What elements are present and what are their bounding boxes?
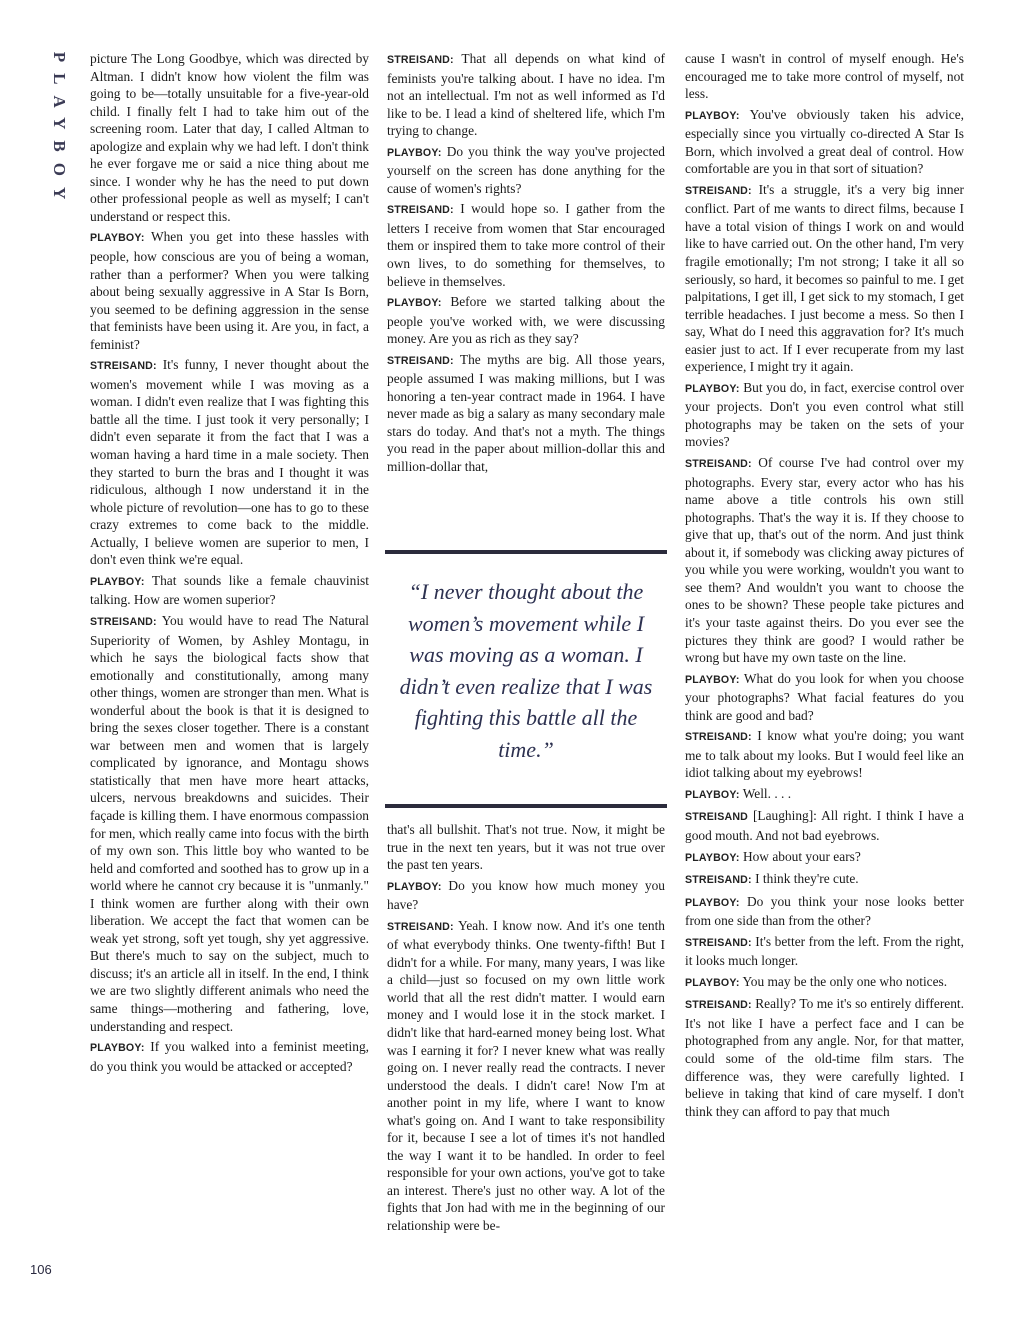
paragraph-text: It's a struggle, it's a very big inner conflict. Part of me wants to direct films, because I have a total vision of things I work on and would like to have carried out. On the other hand, I'm very fragile emotionally; I'm not strong; I take it all so seriously, so hard, it becomes so painful to me. I get palpitations, I get ill, I get sick to my stomach, I get terrible headaches. I just become a mess. So then I say, What do I need this aggravation for? It's much easier just to act. If I ever recuperate from my last experience, I might try it again. [685,181,964,375]
speaker-label: PLAYBOY: [685,896,740,909]
masthead [44,46,74,216]
speaker-label: PLAYBOY: [685,788,740,801]
paragraph-text: Really? To me it's so entirely different. It's not like I have a perfect face and I can be photographed from any angle. Nor, for that matter, could some of the old-time film stars. The difference was, they were carefully lighted. I believe in taking that kind of care myself. I don't think they can afford to pay that much [685,996,964,1119]
page-number: 106 [30,1262,52,1277]
column-3 [685,50,964,1123]
paragraph [387,351,665,476]
speaker-label: PLAYBOY: [387,297,442,310]
paragraph-text: I would hope so. I gather from the letters I receive from women that Star encouraged them or inspired them to take more control of their own lives, to do something for themselves, to believe in themselves. [387,201,665,289]
paragraph-text: [Laughing]: All right. I think I have a good mouth. And not bad eyebrows. [685,808,964,843]
speaker-label: STREISAND: [685,731,752,744]
column-2-top [387,50,665,479]
paragraph [90,356,369,569]
paragraph-text: cause I wasn't in control of myself enough. He's encouraged me to take more control of myself, not less. [685,51,964,102]
paragraph-text: It's better from the left. From the right, it looks much longer. [685,933,964,969]
paragraph [90,228,369,353]
paragraph-text: I think they're cute. [755,871,859,887]
pull-quote-text: “I never thought about the women’s movement while I was moving as a woman. I didn’t even realize that I was fighting this battle all the time.” [399,579,653,762]
column-1 [90,50,369,1078]
pull-quote-bottom-rule [385,804,667,808]
paragraph [685,785,964,805]
paragraph [685,870,964,890]
paragraph-text: I know what you're doing; you want me to talk about my looks. But I would feel like an idiot talking about my eyebrows! [685,728,964,781]
paragraph-text: Of course I've had control over my photographs. Every star, every actor who has his name above a title controls his own still photographs. That's the way it is. If they choose to give that up, that's out of the norm. And just think about it, if somebody was clicking away pictures of you while you were working, wouldn't you want to see them? And wouldn't you want to choose the ones to be shown? These people take pictures and it's your taste against theirs. Do you ever see the pictures they think are good? I would rather be wrong but have my own taste on the line. [685,455,964,666]
paragraph-text: If you walked into a feminist meeting, do you think you would be attacked or accepted? [90,1039,369,1074]
speaker-label: STREISAND: [685,458,752,471]
paragraph [685,848,964,868]
speaker-label: PLAYBOY: [90,575,145,588]
paragraph [387,200,665,290]
paragraph [387,50,665,140]
paragraph [685,995,964,1120]
paragraph [387,143,665,198]
paragraph [685,807,964,844]
column-2-bottom [387,821,665,1238]
paragraph [685,50,964,103]
paragraph-text: When you get into these hassles with people, how conscious are you of being a woman, rather than a performer? When you were talking about being sexually aggressive in A Star Is Born, you seemed to be defining aggression in the sense that feminists have been using it. Are you, in fact, a feminist? [90,229,370,352]
paragraph [685,181,964,376]
paragraph [387,821,665,874]
paragraph [387,877,665,914]
paragraph-text: How about your ears? [742,848,861,864]
paragraph [685,973,964,993]
paragraph-text: You would have to read The Natural Superiority of Women, by Ashley Montagu, in which he says the biological facts show that emotionally and constitutionally, among many other things, women are stronger than men. What is wonderful about the book is that it is designed to bring the sexes closer together. There is a constant war between men and women that is largely complicated by ignorance, and Montagu shows statistically that men have more heart attacks, ulcers, nervous breakdowns and suicides. Their façade is killing them. I have enormous compassion for men, which really came into focus with the birth of my own son. This little boy who wanted to be held and comforted and soothed has to grow up in a world where he cannot cry because it is "unmanly." I think women are further along with their own liberation. We accept the fact that women can be weak yet strong, soft yet tough, shy yet aggressive. But there's much to say on the subject, much to discuss; it's an article all in itself. In the end, I think we are two slightly different animals who need the same things—mothering and fathering, love, understanding and respect. [90,612,369,1034]
paragraph-text: It's funny, I never thought about the women's movement while I was moving as a woman. I didn't even realize that I was fighting this battle all the time. I just took it very personally; I didn't even separate it from the fact that I was a woman having a hard time in a male society. Then they started to burn the bras and I thought it was ridiculous, although I now understand it in the whole picture of revolution—one has to go to these crazy extremes to come back to the middle. Actually, I believe women are superior to men, I don't even think we're equal. [90,357,369,568]
paragraph [685,933,964,970]
paragraph-text: picture The Long Goodbye, which was directed by Altman. I didn't know how violent the film was going to be—totally unsuitable for a five-year-old child. I finally felt I had to take him out of the screening room. Later that day, I called Altman to apologize and explain why we had left. I don't think he ever forgave me or said a nice thing about me since. I wonder why he has the need to put down other professional people as well as myself; I can't understand or respect this. [90,51,369,224]
speaker-label: STREISAND: [387,354,454,367]
paragraph-text: That sounds like a female chauvinist talking. How are women superior? [90,572,369,608]
speaker-label: STREISAND: [90,360,157,373]
paragraph-text: But you do, in fact, exercise control over your projects. Don't you even control what still photographs may be taken on the sets of your movies? [685,379,964,450]
paragraph [685,454,964,667]
speaker-label: STREISAND: [90,615,157,628]
paragraph-text: Do you know how much money you have? [387,877,665,913]
speaker-label: STREISAND [685,811,749,824]
paragraph [685,727,964,782]
speaker-label: STREISAND: [685,184,752,197]
paragraph-text: Yeah. I know now. And it's one tenth of what everybody thinks. One twenty-fifth! But I didn't for a while. For many, many years, I was like a child—just so focused on my own little work world that all the rest didn't matter. I would earn money and I would lose it in the stock market. I didn't like that hard-earned money being lost. What was I earning it for? I never knew what was really going on. I never really read the contracts. I never understood the deals. I didn't care! Now I'm at another point in my life, where I want to know what's going on. And I want to take responsibility for it, because I see a lot of times it's not handled the way I want it to be handled. In order to feel responsible for your own actions, you've got to take an interest. There's just no other way. A lot of the fights that Jon had with me in the beginning of our relationship were be- [387,917,665,1234]
paragraph-text: Well. . . . [742,785,792,801]
paragraph [685,670,964,725]
speaker-label: PLAYBOY: [387,146,442,159]
paragraph [387,917,665,1235]
speaker-label: PLAYBOY: [387,880,442,893]
paragraph-text: Before we started talking about the people you've worked with, we were discussing money. Are you as rich as they say? [387,294,665,347]
paragraph-text: What do you look for when you choose your photographs? What facial features do you think are good and bad? [685,670,964,723]
speaker-label: PLAYBOY: [685,976,740,989]
paragraph-text: Do you think your nose looks better from one side than from the other? [685,893,964,929]
paragraph [90,612,369,1035]
paragraph [90,1038,369,1075]
pull-quote [385,550,667,808]
pull-quote-top-rule [385,550,667,554]
speaker-label: PLAYBOY: [685,109,740,122]
paragraph-text: You've obviously taken his advice, especially since you virtually co-directed A Star Is Born, which involved a great deal of control. How comfortable are you in that sort of situation? [685,106,964,177]
speaker-label: PLAYBOY: [90,232,145,245]
paragraph [685,106,964,178]
paragraph-text: That all depends on what kind of feminists you're talking about. I have no idea. I'm not an intellectual. I'm not as well informed as I'd like to be. I lead a kind of sheltered life, which I'm trying to change. [387,51,665,139]
paragraph-text: that's all bullshit. That's not true. Now, it might be true in the next ten years, but it was not true over the past ten years. [387,822,665,873]
paragraph [685,379,964,451]
speaker-label: STREISAND: [387,920,454,933]
speaker-label: STREISAND: [387,204,454,217]
paragraph-text: The myths are big. All those years, people assumed I was making millions, but I was honoring a ten-year contract made in 1964. I have never made as big a salary as many secondary male stars do today. And that's not a myth. The things you read in the paper about million-dollar this and million-dollar that, [387,351,665,475]
speaker-label: STREISAND: [685,999,752,1012]
paragraph [90,572,369,609]
speaker-label: STREISAND: [685,936,752,949]
speaker-label: STREISAND: [685,874,752,887]
paragraph-text: You may be the only one who notices. [742,973,948,989]
paragraph [685,893,964,930]
speaker-label: PLAYBOY: [685,382,740,395]
speaker-label: STREISAND: [387,54,454,66]
paragraph-text: Do you think the way you've projected yourself on the screen has done anything for the cause of women's rights? [387,143,665,196]
paragraph [90,50,369,225]
speaker-label: PLAYBOY: [685,851,740,864]
paragraph [387,293,665,348]
speaker-label: PLAYBOY: [685,673,740,686]
masthead-text: PLAYBOY [50,51,69,211]
speaker-label: PLAYBOY: [90,1042,145,1055]
